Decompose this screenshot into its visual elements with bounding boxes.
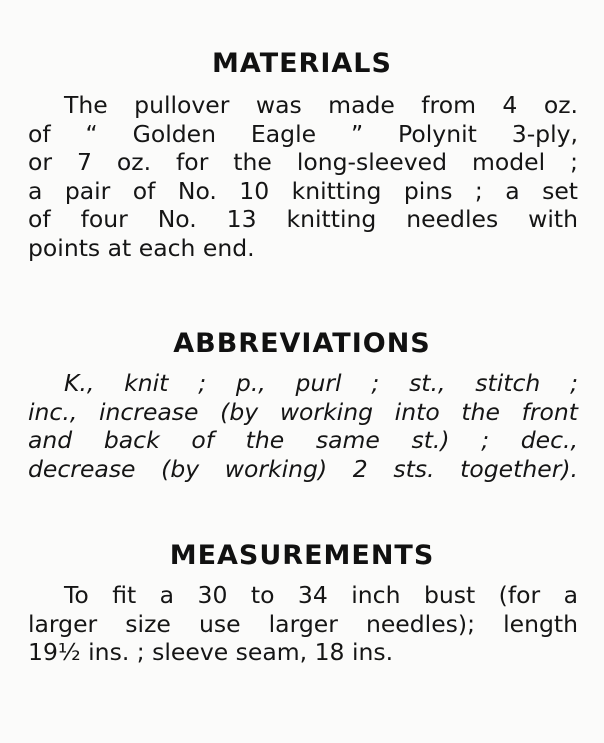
text-line: or 7 oz. for the long-sleeved model ; xyxy=(28,148,578,176)
materials-text xyxy=(28,91,578,262)
materials-section xyxy=(0,48,604,262)
abbreviations-section xyxy=(0,328,604,483)
text-line: points at each end. xyxy=(28,233,255,262)
text-line: To fit a 30 to 34 inch bust (for a xyxy=(64,581,578,609)
text-line: decrease (by working) 2 sts. together). xyxy=(28,454,578,483)
text-line: of four No. 13 knitting needles with xyxy=(28,205,578,233)
text-line: K., knit ; p., purl ; st., stitch ; xyxy=(64,369,578,397)
measurements-heading: MEASUREMENTS xyxy=(169,540,435,571)
measurements-section xyxy=(0,540,604,667)
text-line: larger size use larger needles); length xyxy=(28,609,578,638)
text-line: of “ Golden Eagle ” Polynit 3-ply, xyxy=(28,119,578,148)
text-line: The pullover was made from 4 oz. xyxy=(64,91,578,119)
materials-heading: MATERIALS xyxy=(212,48,392,79)
abbreviations-text xyxy=(28,369,578,483)
text-line: inc., increase (by working into the front xyxy=(28,397,578,426)
text-line: a pair of No. 10 knitting pins ; a set xyxy=(28,176,578,205)
measurements-text xyxy=(28,581,578,667)
abbreviations-heading: ABBREVIATIONS xyxy=(173,328,431,359)
text-line: 19½ ins. ; sleeve seam, 18 ins. xyxy=(28,638,394,666)
text-line: and back of the same st.) ; dec., xyxy=(28,426,578,454)
